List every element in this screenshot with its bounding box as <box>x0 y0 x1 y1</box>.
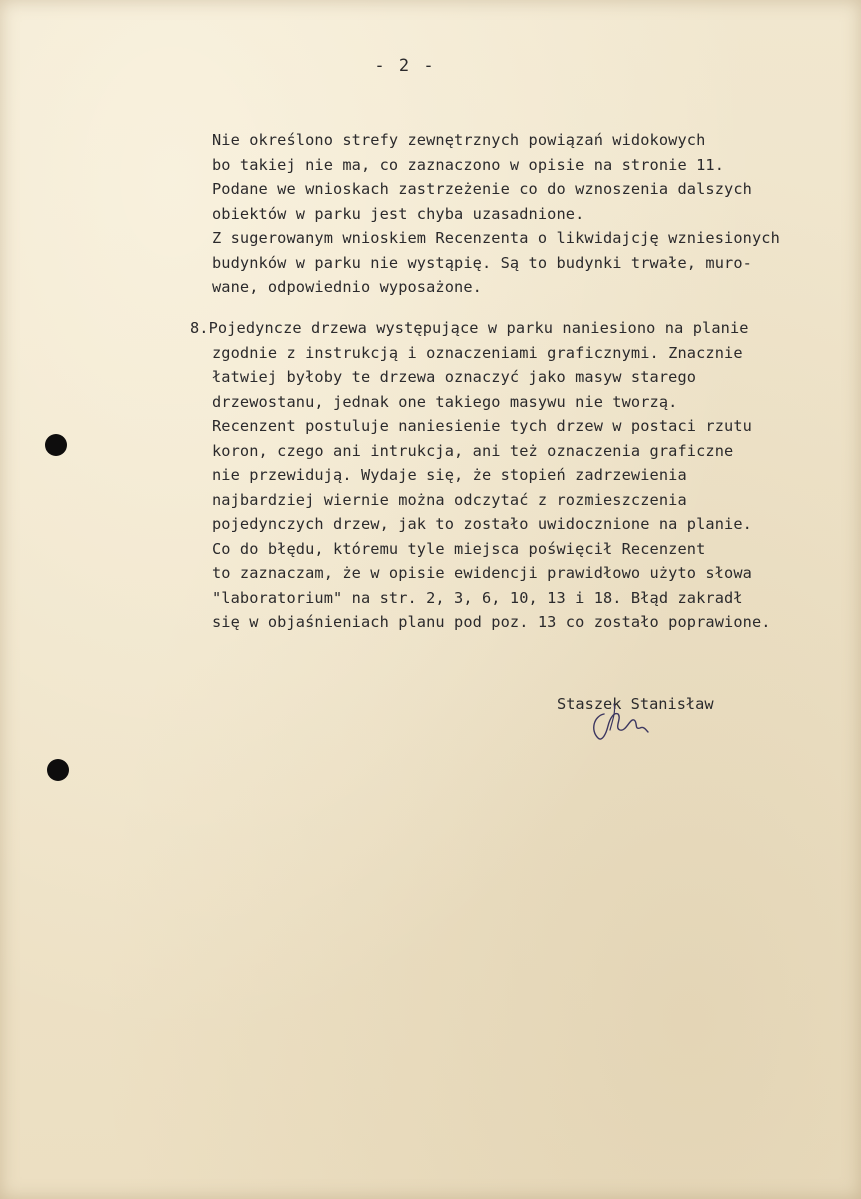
paragraph-line: to zaznaczam, że w opisie ewidencji prawidłowo użyto słowa <box>212 564 752 582</box>
punch-hole <box>45 434 67 456</box>
paragraph-line: Podane we wnioskach zastrzeżenie co do wznoszenia dalszych <box>212 180 752 198</box>
paragraph-line: nie przewidują. Wydaje się, że stopień zadrzewienia <box>212 466 687 484</box>
paragraph-line: "laboratorium" na str. 2, 3, 6, 10, 13 i 18. Błąd zakradł <box>212 588 743 607</box>
punch-hole <box>47 759 69 781</box>
paragraph-line: 8.Pojedyncze drzewa występujące w parku naniesiono na planie <box>190 319 749 337</box>
paragraph-line: bo takiej nie ma, co zaznaczono w opisie na stronie 11. <box>212 155 725 174</box>
paragraph-line: Z sugerowanym wnioskiem Recenzenta o likwidajcję wzniesionych <box>212 229 780 247</box>
paragraph-line: obiektów w parku jest chyba uzasadnione. <box>212 204 585 223</box>
page-number: - 2 - <box>374 56 436 76</box>
paragraph-line: Co do błędu, któremu tyle miejsca poświęcił Recenzent <box>212 539 706 558</box>
paragraph-1 <box>212 128 852 300</box>
signature-name: Staszek Stanisław <box>557 695 714 713</box>
paragraph-line: najbardziej wiernie można odczytać z rozmieszczenia <box>212 490 687 509</box>
paragraph-line: koron, czego ani intrukcja, ani też oznaczenia graficzne <box>212 441 734 460</box>
paragraph-line: Recenzent postuluje naniesienie tych drzew w postaci rzutu <box>212 417 752 435</box>
paragraph-line: budynków w parku nie wystąpię. Są to budynki trwałe, muro- <box>212 253 752 272</box>
paragraph-2 <box>190 316 850 635</box>
paragraph-line: zgodnie z instrukcją i oznaczeniami graficznymi. Znacznie <box>212 343 743 362</box>
paragraph-line: łatwiej byłoby te drzewa oznaczyć jako masyw starego <box>212 368 697 386</box>
handwritten-signature <box>584 700 654 750</box>
paragraph-line: drzewostanu, jednak one takiego masywu nie tworzą. <box>212 392 678 411</box>
paragraph-line: się w objaśnieniach planu pod poz. 13 co zostało poprawione. <box>212 613 771 631</box>
paragraph-line: Nie określono strefy zewnętrznych powiązań widokowych <box>212 131 706 149</box>
paragraph-line: pojedynczych drzew, jak to zostało uwidocznione na planie. <box>212 515 752 533</box>
paragraph-line: wane, odpowiednio wyposażone. <box>212 278 482 296</box>
